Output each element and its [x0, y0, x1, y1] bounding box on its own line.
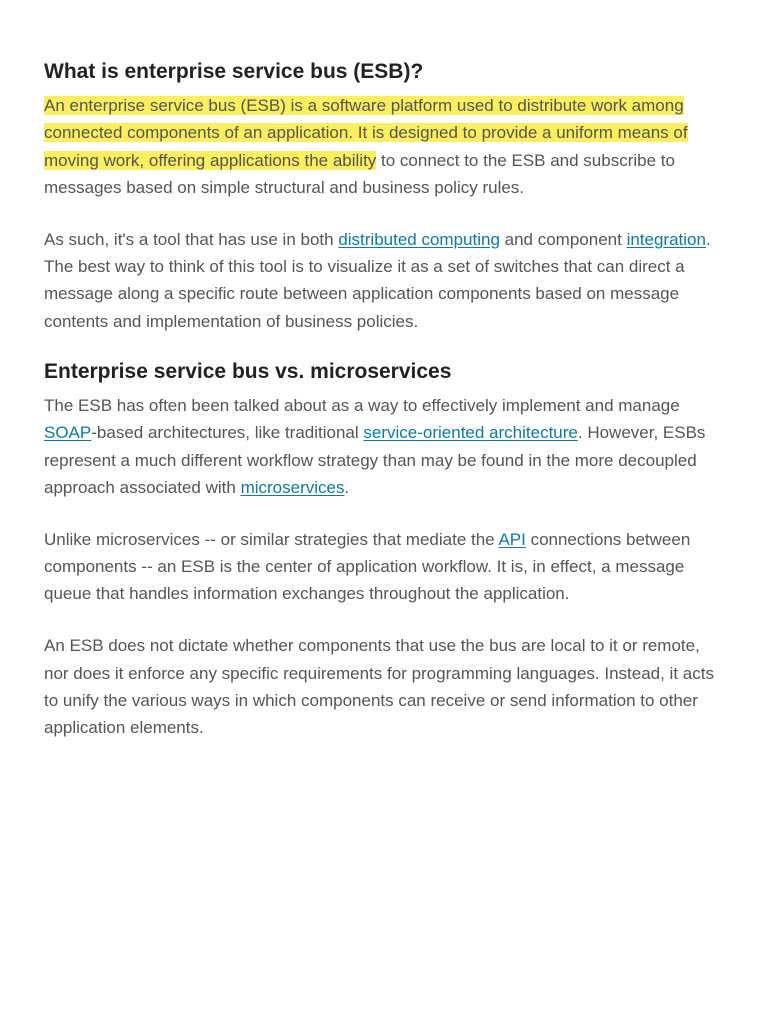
section-heading-what-is-esb: What is enterprise service bus (ESB)? — [44, 60, 424, 83]
paragraph-text: As such, it's a tool that has use in both — [44, 229, 339, 249]
paragraph-text: . However, ESBs represent a much different workflow strategy than may be found in the more decoupled approach associated with — [44, 423, 706, 497]
section-heading-esb-vs-microservices: Enterprise service bus vs. microservices — [44, 359, 452, 383]
link-integration[interactable]: integration — [626, 229, 706, 249]
highlighted-text: An enterprise service bus (ESB) is a software platform used to distribute work among connected components of an application. It is designed to provide a uniform means of moving work, offering applications the ability — [44, 96, 688, 170]
link-api[interactable]: API — [498, 529, 526, 549]
paragraph-text: Unlike microservices -- or similar strategies that mediate the — [44, 529, 499, 549]
paragraph-esb-soap — [44, 392, 728, 501]
paragraph-text: to connect to the ESB and subscribe to messages based on simple structural and business policy rules. — [44, 150, 675, 197]
link-microservices[interactable]: microservices — [240, 477, 345, 497]
paragraph-text: and component — [499, 229, 627, 249]
link-distributed-computing[interactable]: distributed computing — [338, 229, 500, 249]
paragraph-esb-local-remote: An ESB does not dictate whether components that use the bus are local to it or remote, nor does it enforce any specific requirements for programming languages. Instead, it acts to unify the various ways in which components can receive or send information to other application elements. — [44, 636, 714, 738]
link-service-oriented-architecture[interactable]: service-oriented architecture — [363, 423, 578, 443]
paragraph-text: . — [344, 477, 350, 497]
paragraph-esb-tool — [44, 226, 728, 335]
link-soap[interactable]: SOAP — [44, 423, 92, 443]
paragraph-text: -based architectures, like traditional — [91, 423, 364, 443]
paragraph-unlike-microservices — [44, 526, 728, 608]
paragraph-text: . The best way to think of this tool is to visualize it as a set of switches that can direct a message along a specific route between application components based on message contents and implementation of business policies. — [44, 229, 711, 331]
paragraph-text: The ESB has often been talked about as a way to effectively implement and manage — [44, 395, 680, 415]
paragraph-text: connections between components -- an ESB is the center of application workflow. It is, in effect, a message queue that handles information exchanges throughout the application. — [44, 529, 691, 604]
article — [44, 56, 728, 741]
paragraph-esb-definition — [44, 92, 728, 201]
